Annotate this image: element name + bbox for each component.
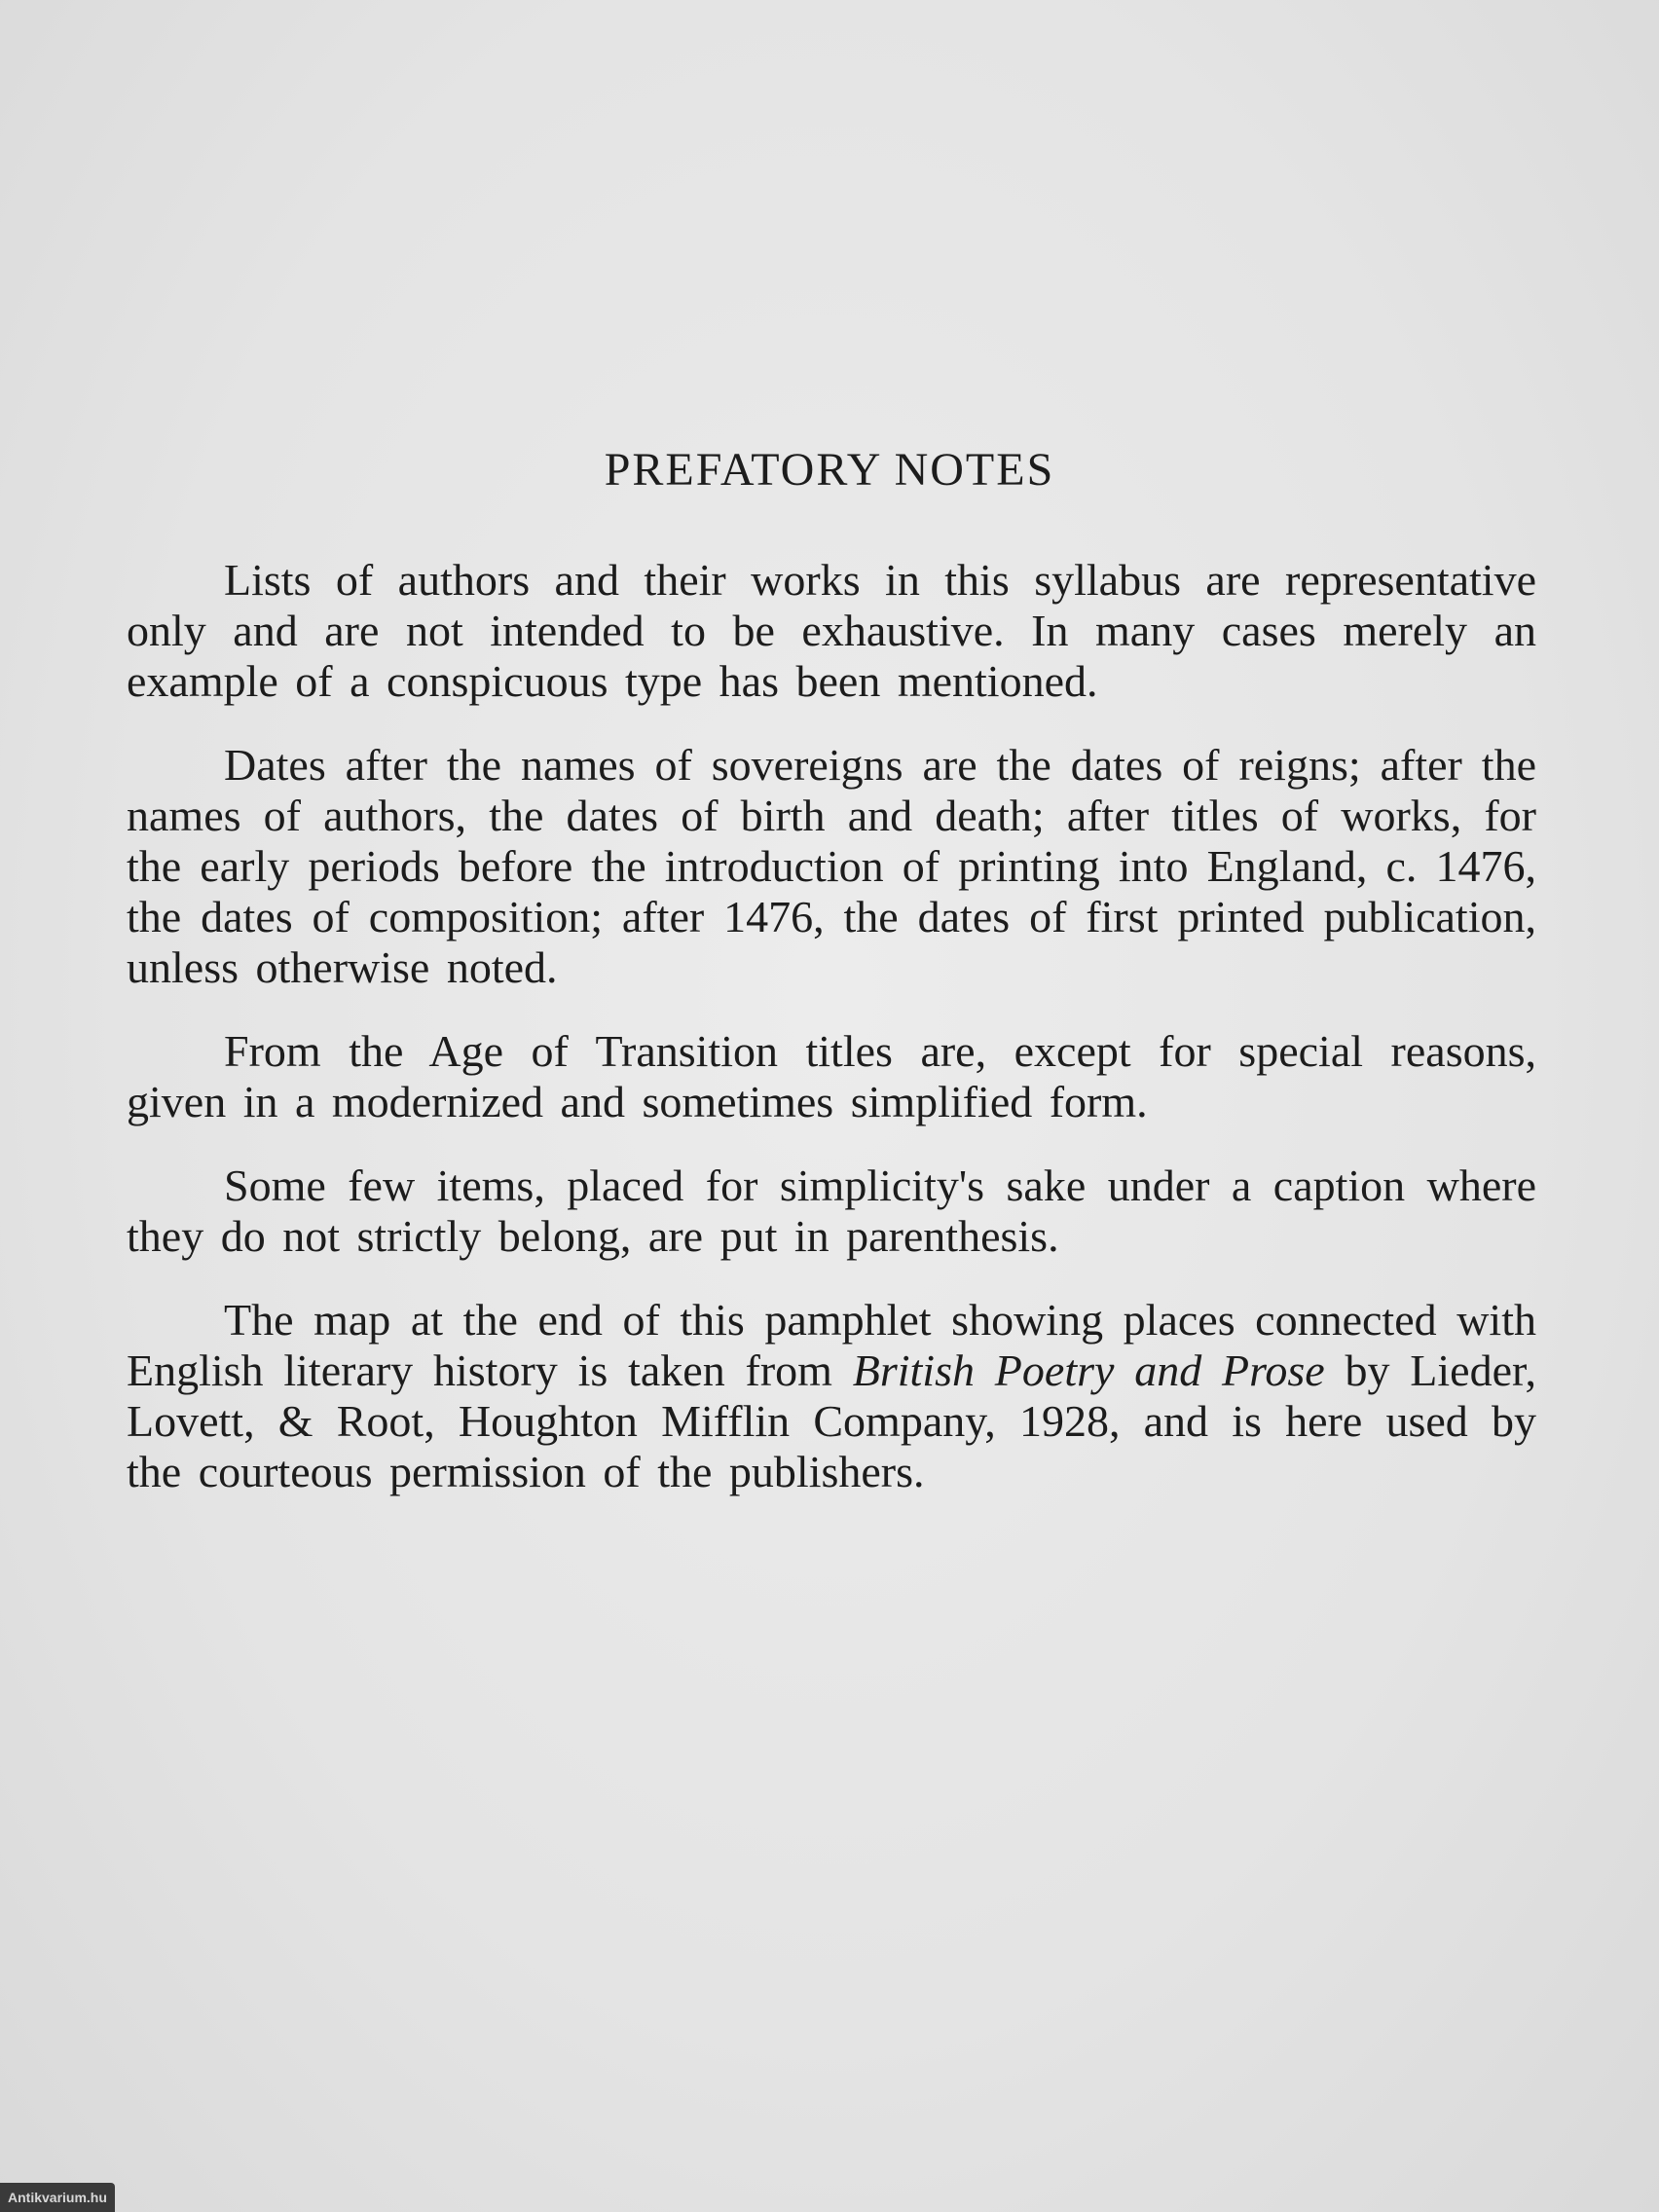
book-title-italic: British Poetry and Prose [852, 1346, 1325, 1395]
paragraph-map-credit [127, 1295, 1536, 1497]
paragraph-parenthesis: Some few items, placed for simplicity's sake under a caption where they do not strictly belong, are put in parenthesis. [127, 1161, 1536, 1261]
paragraph-map-text-before: The map at the end of this pamphlet showing places connected with English literary history is taken from [127, 1295, 1536, 1395]
watermark-credit: Antikvarium.hu [0, 2183, 115, 2212]
body-text [127, 555, 1536, 1530]
paragraph-map-text-after: by Lieder, Lovett, & Root, Houghton Mifflin Company, 1928, and is here used by the courteous permission of the publishers. [127, 1346, 1536, 1496]
paragraph-authors-lists: Lists of authors and their works in this syllabus are representative only and are not intended to be exhaustive. In many cases merely an example of a conspicuous type has been mentioned. [127, 555, 1536, 706]
page-title: PREFATORY NOTES [604, 444, 1055, 496]
paragraph-dates: Dates after the names of sovereigns are the dates of reigns; after the names of authors, the dates of birth and death; after titles of works, for the early periods before the introduction of printing into England, c. 1476, the dates of composition; after 1476, the dates of first printed publication, unless otherwise noted. [127, 740, 1536, 992]
paragraph-titles-form: From the Age of Transition titles are, except for special reasons, given in a modernized and sometimes simplified form. [127, 1026, 1536, 1126]
